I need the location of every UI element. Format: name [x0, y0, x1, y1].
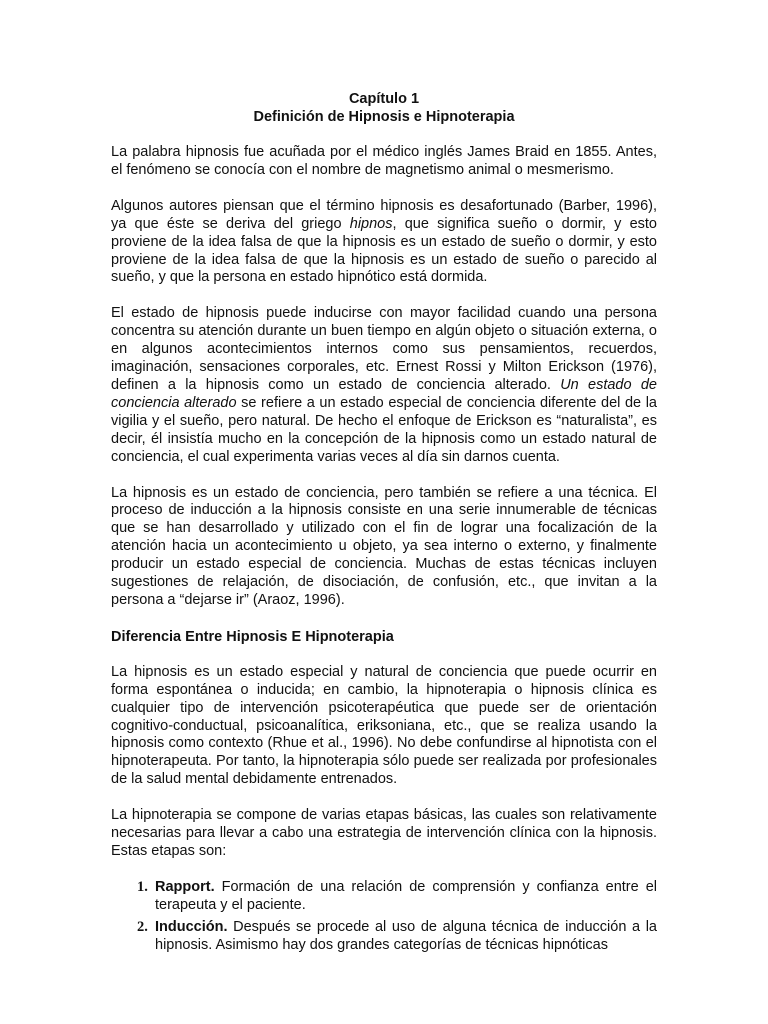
paragraph-3-italic: Un estado de conciencia alterado: [111, 376, 657, 411]
paragraph-6: La hipnoterapia se compone de varias etapas básicas, las cuales son relativamente necesarias para llevar a cabo una estrategia de intervención clínica con la hipnosis. Estas etapas son:: [111, 807, 657, 859]
chapter-label: Capítulo 1: [348, 91, 420, 107]
paragraph-2: [111, 198, 657, 288]
paragraph-2-italic: hipnos: [349, 215, 393, 232]
list-item-term: Inducción.: [155, 918, 228, 935]
list-item-text: Después se procede al uso de alguna técnica de inducción a la hipnosis. Asimismo hay dos grandes categorías de técnicas hipnóticas: [155, 918, 657, 953]
list-item: [137, 919, 657, 955]
paragraph-5: La hipnosis es un estado especial y natural de conciencia que puede ocurrir en forma espontánea o inducida; en cambio, la hipnoterapia o hipnosis clínica es cualquier tipo de intervención psicoterapéutica que puede ser de orientación cognitivo-conductual, psicoanalítica, eriksoniana, etc., que se realiza usando la hipnosis como contexto (Rhue et al., 1996). No debe confundirse al hipnotista con el hipnoterapeuta. Por tanto, la hipnoterapia sólo puede ser realizada por profesionales de la salud mental debidamente entrenados.: [111, 663, 657, 788]
stages-list: [111, 879, 657, 955]
list-item-text: Formación de una relación de comprensión y confianza entre el terapeuta y el paciente.: [155, 878, 657, 913]
section-heading: Diferencia Entre Hipnosis E Hipnoterapia: [111, 628, 394, 645]
paragraph-4: La hipnosis es un estado de conciencia, pero también se refiere a una técnica. El proceso de inducción a la hipnosis consiste en una serie innumerable de técnicas que se han desarrollado y utilizado con el fin de lograr una focalización de la atención hacia un acontecimiento u objeto, ya sea interno o externo, y finalmente producir un estado especial de conciencia. Muchas de estas técnicas incluyen sugestiones de relajación, de disociación, de confusión, etc., que invitan a la persona a “dejarse ir” (Araoz, 1996).: [111, 484, 657, 608]
paragraph-2-text-a: Algunos autores piensan que el término hipnosis es desafortunado (Barber, 1996), ya que éste se deriva del griego: [111, 197, 657, 232]
paragraph-2-text-b: , que significa sueño o dormir, y esto proviene de la idea falsa de que la hipnosis es un estado de sueño o dormir, y esto proviene de la idea falsa de que la hipnosis es un estado de sueño o parecido al sueño, y que la persona en estado hipnótico está dormida.: [111, 215, 657, 286]
list-item-term: Rapport.: [155, 878, 215, 895]
list-item: [137, 879, 657, 915]
list-item-number: 2.: [137, 918, 148, 935]
paragraph-1: La palabra hipnosis fue acuñada por el médico inglés James Braid en 1855. Antes, el fenómeno se conocía con el nombre de magnetismo animal o mesmerismo.: [111, 144, 657, 178]
list-item-number: 1.: [137, 878, 148, 895]
paragraph-3-text-b: se refiere a un estado especial de conciencia diferente del de la vigilia y el sueño, pero natural. De hecho el enfoque de Erickson es “naturalista”, es decir, él insistía mucho en la concepción de la hipnosis como un estado natural de conciencia, el cual experimenta varias veces al día sin darnos cuenta.: [111, 394, 657, 465]
paragraph-3: [111, 305, 657, 466]
chapter-title: Definición de Hipnosis e Hipnoterapia: [253, 109, 515, 125]
paragraph-3-text-a: El estado de hipnosis puede inducirse con mayor facilidad cuando una persona concentra su atención durante un buen tiempo en algún objeto o situación externa, o en algunos acontecimientos internos como sus pensamientos, recuerdos, imaginación, sensaciones corporales, etc. Ernest Rossi y Milton Erickson (1976), definen a la hipnosis como un estado de conciencia alterado.: [111, 305, 657, 393]
